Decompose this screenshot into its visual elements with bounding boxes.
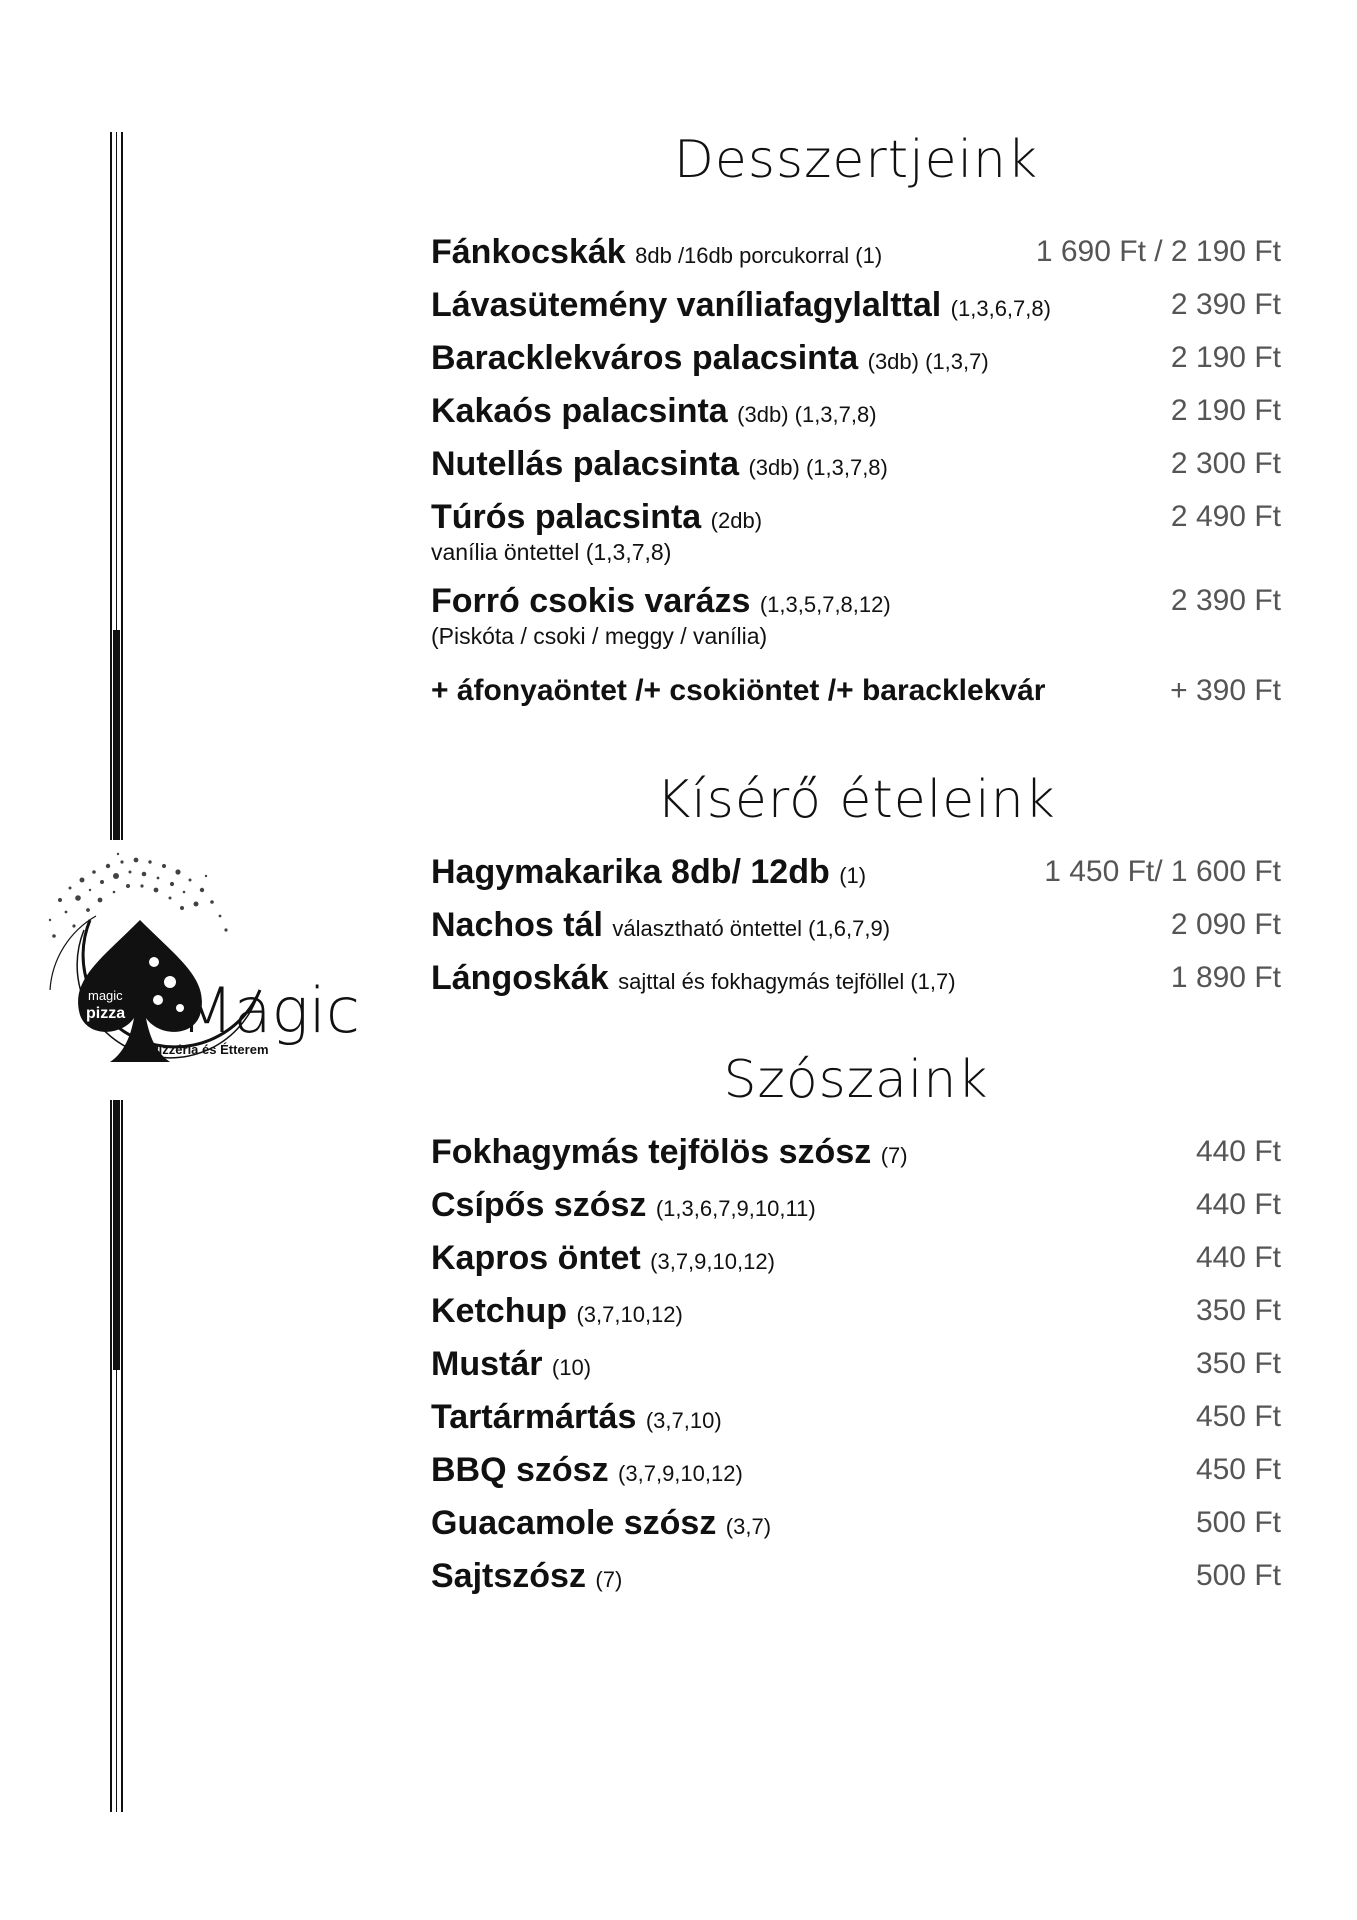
item-name: Forró csokis varázs (431, 582, 751, 620)
item-price: 2 190 Ft (1170, 341, 1281, 374)
magic-pizza-logo (30, 840, 370, 1100)
item-detail: (3,7,9,10,12) (618, 1461, 743, 1486)
menu-item (431, 579, 1281, 663)
dessert-list (431, 230, 1281, 729)
logo-small-top: magic (88, 988, 123, 1003)
menu-item (431, 389, 1281, 442)
menu-item (431, 850, 1281, 903)
item-name: Ketchup (431, 1292, 567, 1330)
menu-item (431, 230, 1281, 283)
item-price: 440 Ft (1195, 1188, 1281, 1221)
item-detail: (3db) (1,3,7,8) (737, 402, 877, 427)
menu-item (431, 495, 1281, 579)
item-detail: (2db) (710, 508, 763, 533)
item-detail: választható öntettel (1,6,7,9) (612, 916, 891, 941)
item-subtitle: (Piskóta / csoki / meggy / vanília) (431, 623, 768, 649)
item-price: 440 Ft (1195, 1135, 1281, 1168)
item-price: 1 450 Ft/ 1 600 Ft (1044, 855, 1281, 888)
item-price: 350 Ft (1195, 1347, 1281, 1380)
item-price: 2 190 Ft (1170, 394, 1281, 427)
item-name: Kapros öntet (431, 1239, 641, 1277)
menu-item (431, 1342, 1281, 1395)
item-name: Hagymakarika 8db/ 12db (431, 853, 830, 891)
sides-list (431, 850, 1281, 1009)
item-price: 2 490 Ft (1170, 500, 1281, 533)
item-detail: (1,3,6,7,9,10,11) (655, 1196, 816, 1221)
menu-item (431, 283, 1281, 336)
item-name: Tartármártás (431, 1398, 637, 1436)
menu-item (431, 1448, 1281, 1501)
item-price: 1 690 Ft / 2 190 Ft (1035, 235, 1281, 268)
item-detail: (3,7,10,12) (576, 1302, 683, 1327)
item-detail: (3,7,10) (645, 1408, 722, 1433)
item-detail: (7) (880, 1143, 908, 1168)
item-name: Csípős szósz (431, 1186, 647, 1224)
menu-item (431, 1554, 1281, 1607)
item-detail: (10) (551, 1355, 592, 1380)
menu-item (431, 1236, 1281, 1289)
item-detail: (3,7,9,10,12) (650, 1249, 775, 1274)
logo-subtitle: Pizzéria és Étterem (150, 1042, 269, 1057)
item-price: 350 Ft (1195, 1294, 1281, 1327)
item-name: Mustár (431, 1345, 543, 1383)
item-name: Baracklekváros palacsinta (431, 339, 859, 377)
item-detail: (1) (839, 863, 867, 888)
item-name: Nachos tál (431, 906, 603, 944)
section-title-desserts: Desszertjeink (673, 130, 1039, 190)
item-name: Guacamole szósz (431, 1504, 717, 1542)
menu-item (431, 442, 1281, 495)
item-detail: (3,7) (725, 1514, 772, 1539)
menu-item (431, 903, 1281, 956)
left-rule-thick (113, 1090, 120, 1370)
item-detail: 8db /16db porcukorral (1) (635, 243, 883, 268)
section-title-sides: Kísérő ételeink (656, 770, 1056, 830)
menu-item (431, 1395, 1281, 1448)
item-price: 1 890 Ft (1170, 961, 1281, 994)
item-price: 450 Ft (1195, 1400, 1281, 1433)
item-price: 2 090 Ft (1170, 908, 1281, 941)
item-name: Sajtszósz (431, 1557, 586, 1595)
extra-name: + áfonyaöntet /+ csokiöntet /+ baracklekvár (431, 674, 1046, 707)
menu-item (431, 336, 1281, 389)
item-name: Lávasütemény vaníliafagylalttal (431, 286, 942, 324)
sauces-list (431, 1130, 1281, 1607)
item-name: Túrós palacsinta (431, 498, 702, 536)
item-price: 450 Ft (1195, 1453, 1281, 1486)
item-price: 440 Ft (1195, 1241, 1281, 1274)
item-name: Fokhagymás tejfölös szósz (431, 1133, 872, 1171)
item-detail: (1,3,5,7,8,12) (759, 592, 891, 617)
item-price: 500 Ft (1195, 1559, 1281, 1592)
item-price: 2 390 Ft (1170, 584, 1281, 617)
item-name: Nutellás palacsinta (431, 445, 740, 483)
item-detail: sajttal és fokhagymás tejföllel (1,7) (618, 969, 956, 994)
item-name: Fánkocskák (431, 233, 626, 271)
item-detail: (7) (595, 1567, 623, 1592)
section-title-sauces: Szószaink (723, 1050, 989, 1110)
menu-item (431, 1130, 1281, 1183)
menu-item (431, 1183, 1281, 1236)
item-name: Kakaós palacsinta (431, 392, 728, 430)
item-subtitle: vanília öntettel (1,3,7,8) (431, 539, 672, 565)
menu-item (431, 1289, 1281, 1342)
item-name: Lángoskák (431, 959, 609, 997)
item-detail: (3db) (1,3,7) (867, 349, 989, 374)
menu-item (431, 956, 1281, 1009)
item-price: 2 390 Ft (1170, 288, 1281, 321)
item-detail: (1,3,6,7,8) (950, 296, 1051, 321)
menu-item (431, 1501, 1281, 1554)
logo-small-bottom: pizza (86, 1005, 126, 1022)
item-detail: (3db) (1,3,7,8) (748, 455, 888, 480)
item-price: 500 Ft (1195, 1506, 1281, 1539)
item-price: 2 300 Ft (1170, 447, 1281, 480)
logo-brand: Magic (180, 974, 361, 1047)
item-name: BBQ szósz (431, 1451, 609, 1489)
menu-extra (431, 669, 1281, 729)
extra-price: + 390 Ft (1170, 674, 1281, 707)
